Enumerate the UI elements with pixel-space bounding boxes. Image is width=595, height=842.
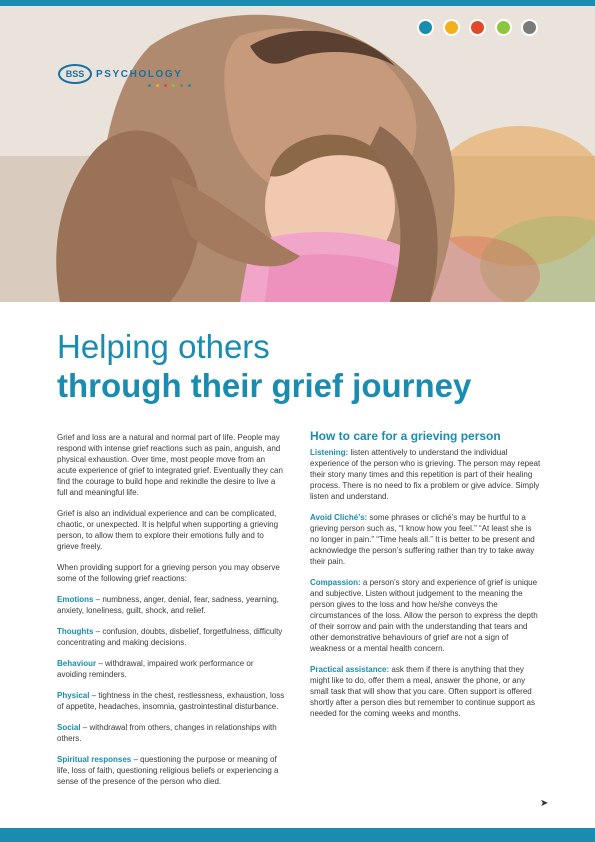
intro-paragraph: Grief and loss are a natural and normal part of life. People may respond with intense grief reactions such as pain, anguish, and physical exhaustion. Over time, most people move from an acute experience of grief to integrated grief. Eventually they can find the courage to build hope and rekindle the desire to live a full and meaningful life.: [57, 433, 283, 497]
reaction-item: [57, 658, 285, 680]
reaction-term: Behaviour: [57, 659, 97, 668]
color-dot: [417, 19, 434, 36]
hero-photo: [0, 6, 595, 302]
care-text: ask them if there is anything that they might like to do, offer them a meal, answer the phone, or any small task that will show that you care. Often support is offered shortly after a person dies but remember to continue support as needed for the coming weeks and months.: [310, 665, 536, 718]
reaction-item: [57, 594, 285, 616]
color-dot: [495, 19, 512, 36]
reaction-text: – confusion, doubts, disbelief, forgetfulness, difficulty concentrating and making decisions.: [57, 627, 283, 647]
color-dots: [417, 19, 538, 36]
care-text: some phrases or cliché’s may be hurtful to a grieving person such as, “I know how you feel.” “At least she is no longer in pain.” “Time heals all.” It is better to be present and acknowledge the person’s suffering rather than try to take away their pain.: [310, 513, 535, 566]
reaction-term: Social: [57, 723, 81, 732]
section-heading: How to care for a grieving person: [310, 429, 501, 443]
title-line-2: through their grief journey: [57, 367, 472, 404]
reaction-term: Thoughts: [57, 627, 94, 636]
care-term: Practical assistance:: [310, 665, 390, 674]
color-dot: [469, 19, 486, 36]
care-item: [310, 447, 542, 502]
reaction-item: [57, 626, 285, 648]
care-text: a person’s story and experience of grief is unique and subjective. Listen without judgement to the meaning the person gives to the loss and how he/she conveys the circumstances of the loss. Allow the person to express the depth of their sorrow and pain with the understanding that tears and other demonstrative behaviours of grief are not a sign of weakness or a mental health concern.: [310, 578, 538, 653]
reaction-text: – questioning the purpose or meaning of life, loss of faith, questioning religious beliefs or experiencing a sense of the presence of the person who died.: [57, 755, 279, 786]
care-term: Listening:: [310, 448, 349, 457]
care-term: Avoid Cliché’s:: [310, 513, 368, 522]
bss-psychology-logo: [58, 64, 183, 84]
reaction-term: Spiritual responses: [57, 755, 132, 764]
right-column: [310, 429, 542, 729]
reaction-item: [57, 722, 285, 744]
color-dot: [521, 19, 538, 36]
reaction-text: – withdrawal from others, changes in relationships with others.: [57, 723, 277, 743]
care-item: [310, 664, 542, 719]
care-item: [310, 512, 542, 567]
logo-dots: [148, 84, 191, 87]
care-term: Compassion:: [310, 578, 361, 587]
reaction-item: [57, 754, 285, 787]
next-page-arrow-icon[interactable]: ➤: [540, 798, 549, 809]
logo-wordmark: PSYCHOLOGY: [96, 68, 183, 80]
bottom-accent-bar: [0, 828, 595, 842]
title-line-1: Helping others: [57, 328, 270, 365]
care-text: listen attentively to understand the individual experience of the person who is grieving. The person may repeat their story many times and this repetition is part of their healing process. There is no need to fix a problem or give advice. Simply listen and understand.: [310, 448, 541, 501]
reaction-text: – withdrawal, impaired work performance or avoiding reminders.: [57, 659, 254, 679]
reaction-item: [57, 690, 285, 712]
left-column: [57, 432, 285, 797]
intro-paragraph: When providing support for a grieving person you may observe some of the following grief reactions:: [57, 563, 280, 583]
care-item: [310, 577, 542, 654]
reaction-term: Emotions: [57, 595, 94, 604]
color-dot: [443, 19, 460, 36]
hero-photo-illustration: [0, 6, 595, 302]
reaction-term: Physical: [57, 691, 90, 700]
reaction-text: – numbness, anger, denial, fear, sadness, yearning, anxiety, loneliness, guilt, shock, and relief.: [57, 595, 279, 615]
intro-paragraph: Grief is also an individual experience and can be complicated, chaotic, or unexpected. It is helpful when supporting a grieving person, to allow them to explore their emotions fully and to grieve freely.: [57, 509, 279, 551]
reaction-text: – tightness in the chest, restlessness, exhaustion, loss of appetite, headaches, insomnia, gastrointestinal disturbance.: [57, 691, 285, 711]
logo-emblem: BSS: [58, 64, 92, 84]
